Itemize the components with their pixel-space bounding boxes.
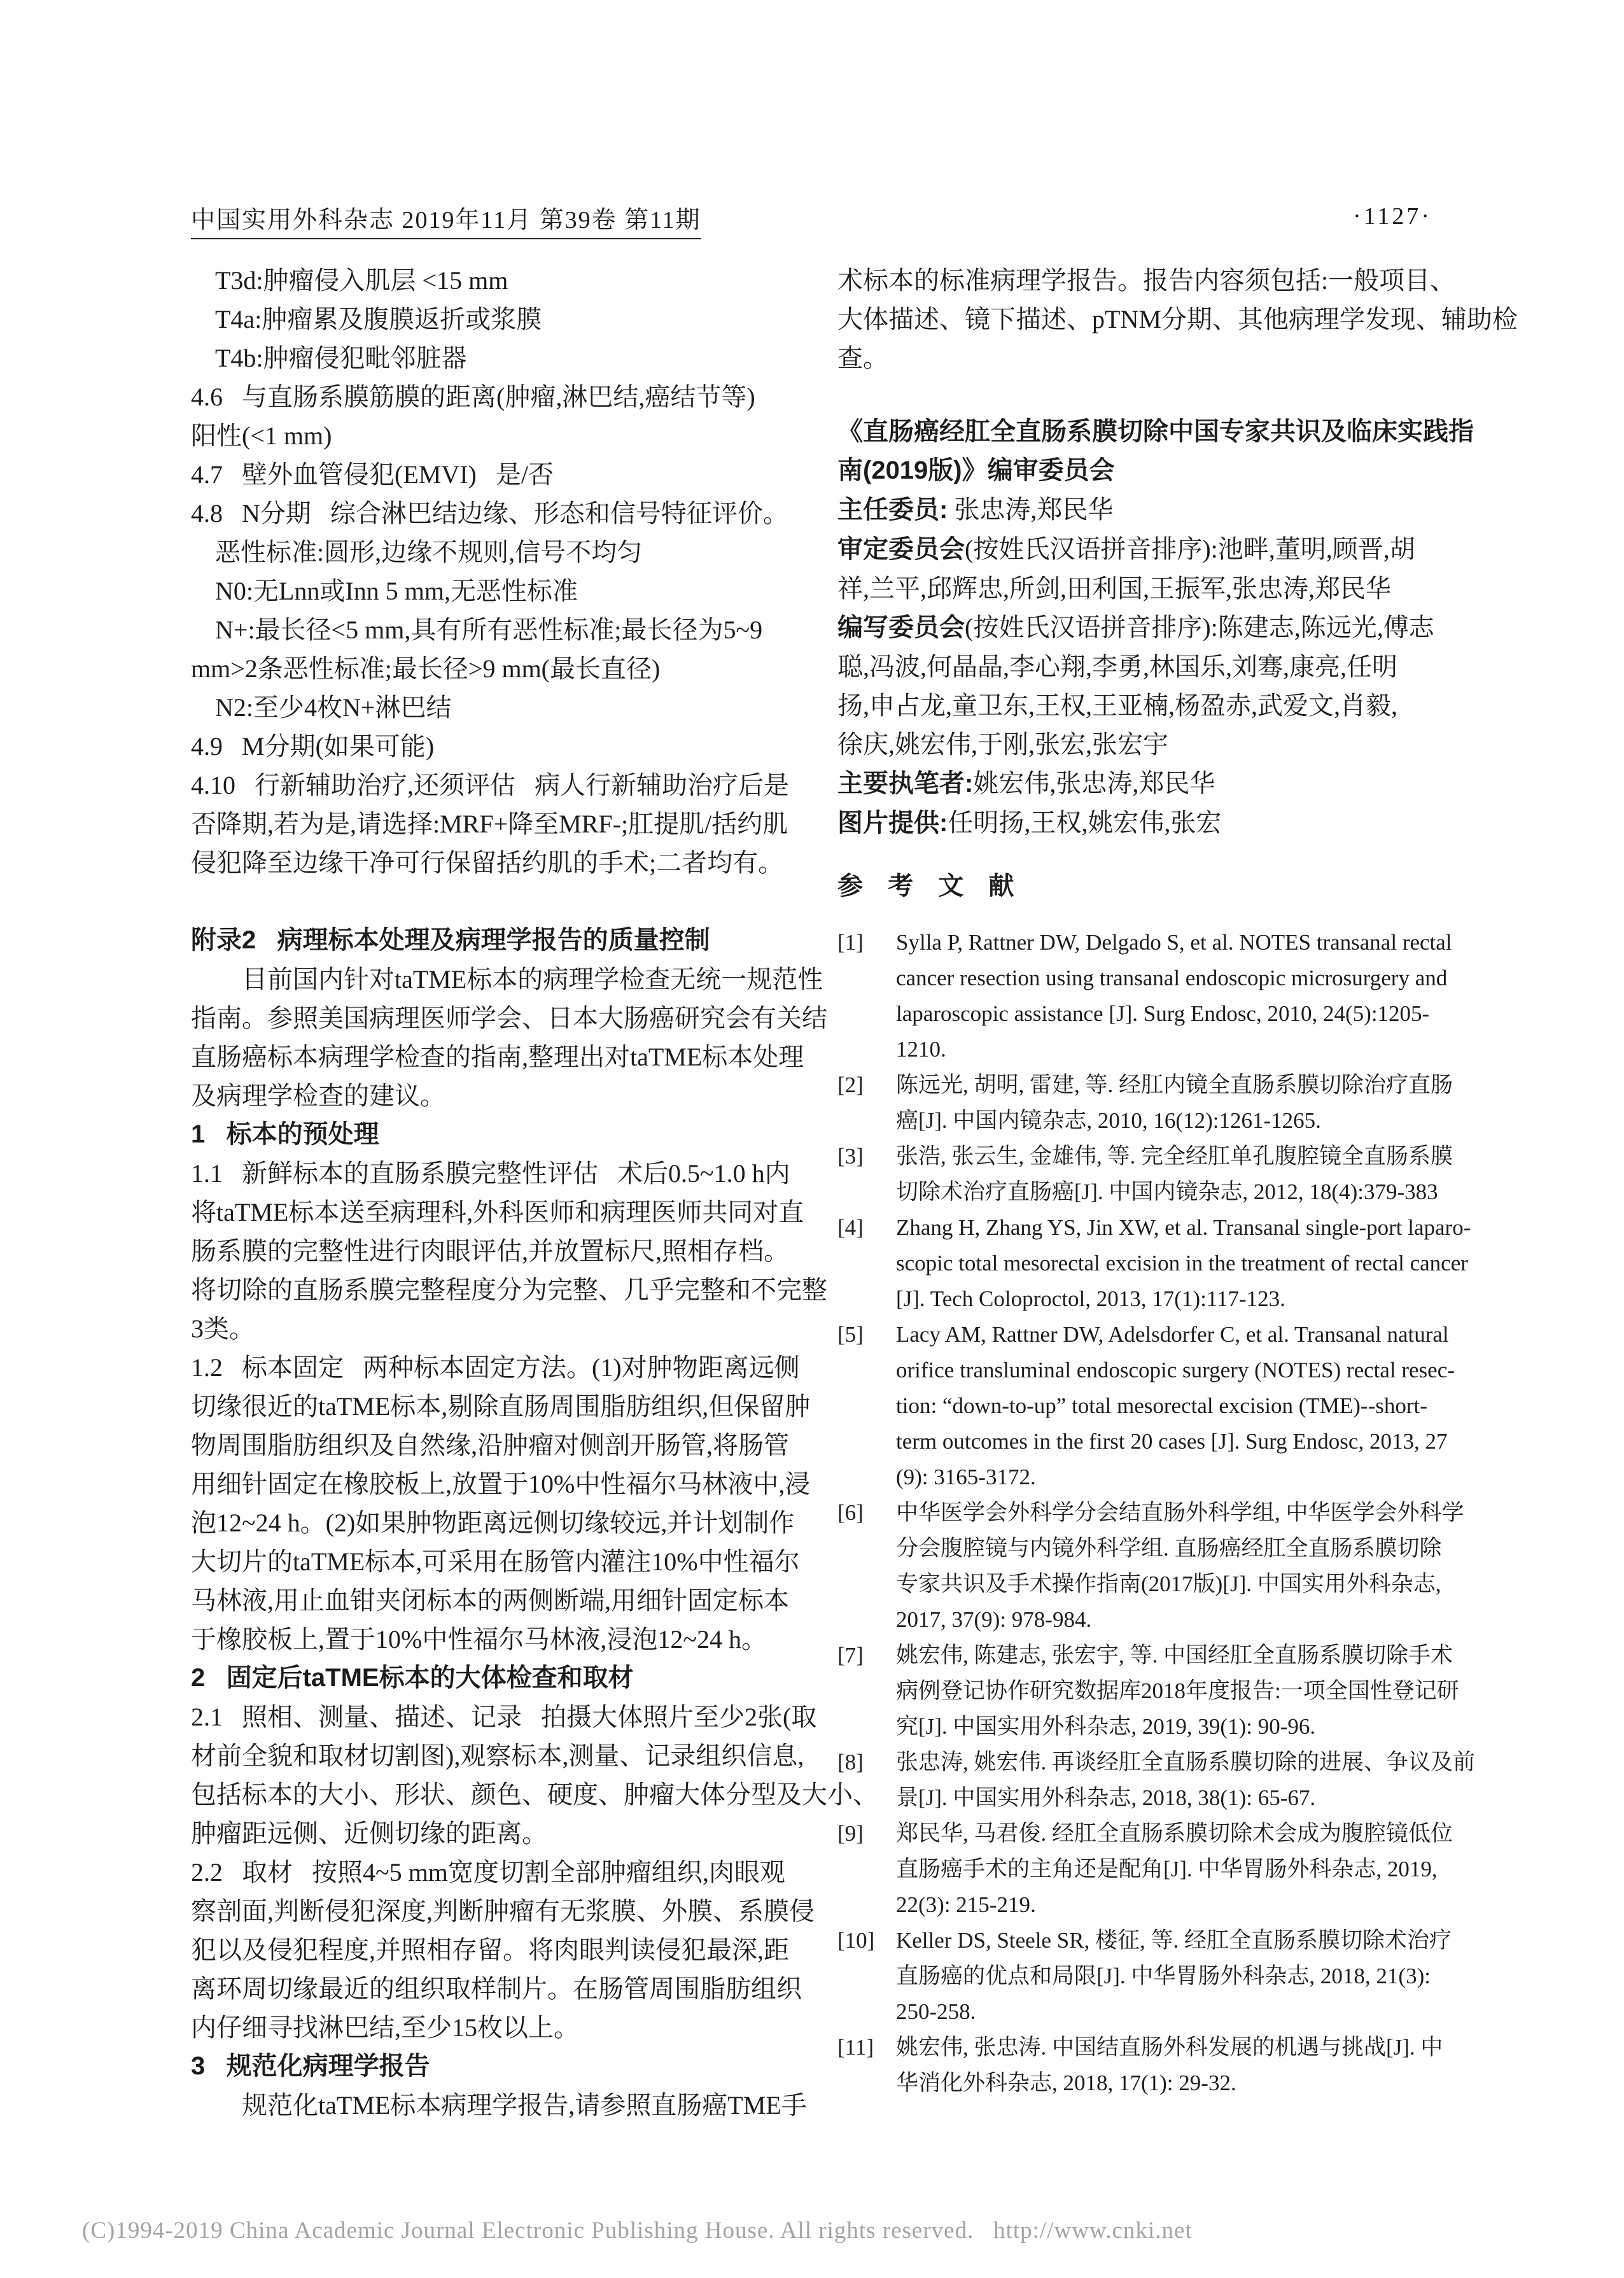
references-heading: 参 考 文 献 <box>837 872 1023 900</box>
reference-number: [1] <box>837 930 864 955</box>
reference-number: [4] <box>837 1215 864 1240</box>
reference-item <box>837 2030 1443 2101</box>
reference-line: 癌[J]. 中国内镜杂志, 2010, 16(12):1261-1265. <box>896 1108 1321 1133</box>
text-line: 直肠癌标本病理学检查的指南,整理出对taTME标本处理 <box>191 1043 804 1071</box>
committee-role-label: 主任委员: <box>837 496 948 524</box>
reference-line: 张浩, 张云生, 金雄伟, 等. 完全经肛单孔腹腔镜全直肠系膜 <box>896 1144 1453 1169</box>
committee-role-label: 图片提供: <box>837 809 948 837</box>
committee-line <box>837 803 1438 843</box>
text-line: 南(2019版)》编审委员会 <box>837 456 1115 484</box>
reference-line: 病例登记协作研究数据库2018年度报告:一项全国性登记研 <box>896 1678 1459 1703</box>
reference-body <box>896 1317 1455 1495</box>
text-line: 用细针固定在橡胶板上,放置于10%中性福尔马林液中,浸 <box>191 1470 811 1498</box>
reference-item <box>837 1745 1476 1816</box>
page-number: ·1127· <box>1353 203 1432 230</box>
committee-line <box>837 764 1438 803</box>
reference-line: Sylla P, Rattner DW, Delgado S, et al. NOTES transanal rectal <box>896 930 1452 955</box>
text-line: 将taTME标本送至病理科,外科医师和病理医师共同对直 <box>191 1198 804 1227</box>
reference-item <box>837 1923 1452 2030</box>
reference-line: 直肠癌手术的主角还是配角[J]. 中华胃肠外科杂志, 2019, <box>896 1857 1438 1881</box>
text-line: 侵犯降至边缘干净可行保留括约肌的手术;二者均有。 <box>191 848 784 877</box>
text-line: N0:无Lnn或Inn 5 mm,无恶性标准 <box>215 577 578 605</box>
text-line: 4.7 壁外血管侵犯(EMVI) 是/否 <box>191 460 554 489</box>
text-line: T4b:肿瘤侵犯毗邻脏器 <box>215 344 467 372</box>
text-line: 材前全貌和取材切割图),观察标本,测量、记录组织信息, <box>191 1741 804 1770</box>
reference-line: 22(3): 215-219. <box>896 1892 1036 1917</box>
text-line: 3类。 <box>191 1314 255 1343</box>
text-line: 切缘很近的taTME标本,剔除直肠周围脂肪组织,但保留肿 <box>191 1392 811 1421</box>
journal-title-header: 中国实用外科杂志 2019年11月 第39卷 第11期 <box>191 200 701 239</box>
reference-number: [5] <box>837 1322 864 1347</box>
committee-role-label: 主要执笔者: <box>837 770 974 798</box>
text-line: 3 规范化病理学报告 <box>191 2052 430 2080</box>
text-line: 阳性(<1 mm) <box>191 421 332 450</box>
reference-line: 张忠涛, 姚宏伟. 再谈经肛全直肠系膜切除的进展、争议及前 <box>896 1750 1476 1775</box>
reference-line: 直肠癌的优点和局限[J]. 中华胃肠外科杂志, 2018, 21(3): <box>896 1964 1431 1988</box>
reference-body <box>896 1923 1452 2030</box>
reference-item <box>837 1210 1471 1317</box>
text-line: 肿瘤距远侧、近侧切缘的距离。 <box>191 1819 547 1848</box>
text-line: N+:最长径<5 mm,具有所有恶性标准;最长径为5~9 <box>215 615 763 644</box>
text-line: 包括标本的大小、形状、颜色、硬度、肿瘤大体分型及大小、 <box>191 1780 878 1809</box>
reference-line: 姚宏伟, 张忠涛. 中国结直肠外科发展的机遇与挑战[J]. 中 <box>896 2035 1443 2060</box>
reference-number: [7] <box>837 1643 864 1668</box>
reference-line: 专家共识及手术操作指南(2017版)[J]. 中国实用外科杂志, <box>896 1571 1441 1596</box>
reference-body <box>896 925 1452 1067</box>
text-line: 附录2 病理标本处理及病理学报告的质量控制 <box>191 926 710 954</box>
reference-body <box>896 1816 1453 1923</box>
reference-line: 分会腹腔镜与内镜外科学组. 直肠癌经肛全直肠系膜切除 <box>896 1536 1442 1561</box>
text-line: T4a:肿瘤累及腹膜返折或浆膜 <box>215 305 542 334</box>
text-line: 术标本的标准病理学报告。报告内容须包括:一般项目、 <box>837 266 1456 295</box>
reference-number: [2] <box>837 1072 864 1097</box>
reference-body <box>896 1638 1459 1745</box>
reference-line: Lacy AM, Rattner DW, Adelsdorfer C, et al. Transanal natural <box>896 1322 1449 1347</box>
text-line: 否降期,若为是,请选择:MRF+降至MRF-;肛提肌/括约肌 <box>191 810 788 838</box>
reference-line: cancer resection using transanal endoscopic microsurgery and <box>896 966 1448 990</box>
text-line: 恶性标准:圆形,边缘不规则,信号不均匀 <box>215 538 643 566</box>
reference-line: 1210. <box>896 1037 946 1062</box>
committee-role-label: 编写委员会 <box>837 614 965 642</box>
reference-item <box>837 1495 1464 1638</box>
text-line: 大切片的taTME标本,可采用在肠管内灌注10%中性福尔 <box>191 1547 800 1576</box>
reference-line: 250-258. <box>896 1999 976 2024</box>
reference-line: laparoscopic assistance [J]. Surg Endosc, 2010, 24(5):1205- <box>896 1001 1430 1026</box>
reference-number: [3] <box>837 1144 864 1169</box>
committee-names: 姚宏伟,张忠涛,郑民华 <box>973 769 1215 798</box>
text-line: 将切除的直肠系膜完整程度分为完整、几乎完整和不完整 <box>191 1276 827 1304</box>
committee-names: 张忠涛,郑民华 <box>948 495 1114 524</box>
committee-line <box>837 530 1438 569</box>
reference-line: orifice transluminal endoscopic surgery (NOTES) rectal resec- <box>896 1358 1455 1382</box>
left-column <box>191 261 878 2125</box>
reference-line: 景[J]. 中国实用外科杂志, 2018, 38(1): 65-67. <box>896 1785 1316 1810</box>
text-line: 祥,兰平,邱辉忠,所剑,田利国,王振军,张忠涛,郑民华 <box>837 574 1391 603</box>
text-line: 马林液,用止血钳夹闭标本的两侧断端,用细针固定标本 <box>191 1586 789 1615</box>
text-line: 指南。参照美国病理医师学会、日本大肠癌研究会有关结 <box>191 1004 827 1032</box>
text-line: T3d:肿瘤侵入肌层 <15 mm <box>215 266 508 295</box>
reference-number: [6] <box>837 1500 864 1525</box>
page-footer <box>56 2190 1193 2272</box>
text-line: 肠系膜的完整性进行肉眼评估,并放置标尺,照相存档。 <box>191 1237 789 1265</box>
committee-line <box>837 608 1438 647</box>
committee-role-label: 审定委员会 <box>837 535 965 563</box>
reference-line: scopic total mesorectal excision in the treatment of rectal cancer <box>896 1251 1468 1276</box>
reference-body <box>896 1139 1453 1210</box>
reference-item <box>837 1816 1453 1923</box>
reference-line: term outcomes in the first 20 cases [J]. Surg Endosc, 2013, 27 <box>896 1429 1448 1454</box>
reference-line: 究[J]. 中国实用外科杂志, 2019, 39(1): 90-96. <box>896 1714 1316 1739</box>
text-line: 1.1 新鲜标本的直肠系膜完整性评估 术后0.5~1.0 h内 <box>191 1159 790 1188</box>
reference-line: 华消化外科杂志, 2018, 17(1): 29-32. <box>896 2071 1236 2095</box>
committee-line <box>837 490 1438 530</box>
committee-names: 任明扬,王权,姚宏伟,张宏 <box>948 808 1222 837</box>
reference-line: Keller DS, Steele SR, 楼征, 等. 经肛全直肠系膜切除术治疗 <box>896 1928 1452 1953</box>
text-line: 1.2 标本固定 两种标本固定方法。(1)对肿物距离远侧 <box>191 1353 800 1382</box>
reference-item <box>837 1638 1459 1745</box>
reference-item <box>837 925 1452 1067</box>
text-line: 目前国内针对taTME标本的病理学检查无统一规范性 <box>242 965 823 994</box>
text-line: 察剖面,判断侵犯深度,判断肿瘤有无浆膜、外膜、系膜侵 <box>191 1897 815 1925</box>
reference-body <box>896 1067 1453 1139</box>
text-line: 2.1 照相、测量、描述、记录 拍摄大体照片至少2张(取 <box>191 1703 817 1731</box>
reference-body <box>896 1745 1476 1816</box>
text-line: mm>2条恶性标准;最长径>9 mm(最长直径) <box>191 654 661 683</box>
text-line: 4.9 M分期(如果可能) <box>191 732 435 761</box>
text-line: 泡12~24 h。(2)如果肿物距离远侧切缘较远,并计划制作 <box>191 1508 795 1537</box>
reference-number: [9] <box>837 1821 864 1846</box>
text-line: 4.8 N分期 综合淋巴结边缘、形态和信号特征评价。 <box>191 499 788 528</box>
text-line: 离环周切缘最近的组织取样制片。在肠管周围脂肪组织 <box>191 1974 802 2003</box>
references-list <box>837 925 1476 2101</box>
text-line: 徐庆,姚宏伟,于刚,张宏,张宏宇 <box>837 730 1168 759</box>
reference-line: Zhang H, Zhang YS, Jin XW, et al. Transanal single-port laparo- <box>896 1215 1471 1240</box>
reference-line: 陈远光, 胡明, 雷建, 等. 经肛内镜全直肠系膜切除治疗直肠 <box>896 1072 1453 1097</box>
text-line: N2:至少4枚N+淋巴结 <box>215 693 452 722</box>
reference-number: [8] <box>837 1750 864 1775</box>
text-line: 2 固定后taTME标本的大体检查和取材 <box>191 1664 634 1692</box>
text-line: 大体描述、镜下描述、pTNM分期、其他病理学发现、辅助检 <box>837 305 1518 334</box>
text-line: 于橡胶板上,置于10%中性福尔马林液,浸泡12~24 h。 <box>191 1625 767 1654</box>
reference-line: (9): 3165-3172. <box>896 1465 1036 1489</box>
reference-number: [10] <box>837 1928 875 1953</box>
reference-line: 郑民华, 马君俊. 经肛全直肠系膜切除术会成为腹腔镜低位 <box>896 1821 1453 1846</box>
reference-item <box>837 1067 1453 1139</box>
text-line: 规范化taTME标本病理学报告,请参照直肠癌TME手 <box>242 2091 807 2120</box>
reference-line: [J]. Tech Coloproctol, 2013, 17(1):117-123. <box>896 1286 1285 1311</box>
reference-line: 姚宏伟, 陈建志, 张宏宇, 等. 中国经肛全直肠系膜切除手术 <box>896 1643 1453 1668</box>
right-column-text <box>837 261 1518 843</box>
reference-item <box>837 1317 1455 1495</box>
text-line: 内仔细寻找淋巴结,至少15枚以上。 <box>191 2013 579 2042</box>
text-line: 物周围脂肪组织及自然缘,沿肿瘤对侧剖开肠管,将肠管 <box>191 1431 789 1459</box>
text-line: 1 标本的预处理 <box>191 1120 379 1148</box>
reference-body <box>896 1495 1464 1638</box>
text-line: 查。 <box>837 344 888 372</box>
text-line: 《直肠癌经肛全直肠系膜切除中国专家共识及临床实践指 <box>837 418 1474 446</box>
reference-line: tion: “down-to-up” total mesorectal excision (TME)--short- <box>896 1393 1427 1418</box>
text-line: 4.10 行新辅助治疗,还须评估 病人行新辅助治疗后是 <box>191 771 789 799</box>
text-line: 扬,申占龙,童卫东,王权,王亚楠,杨盈赤,武爱文,肖毅, <box>837 691 1397 720</box>
reference-body <box>896 1210 1471 1317</box>
text-line: 2.2 取材 按照4~5 mm宽度切割全部肿瘤组织,肉眼观 <box>191 1858 785 1887</box>
right-column <box>837 261 1518 2101</box>
text-line: 犯以及侵犯程度,并照相存留。将肉眼判读侵犯最深,距 <box>191 1936 789 1964</box>
committee-names: (按姓氏汉语拼音排序):池畔,董明,顾晋,胡 <box>965 535 1415 563</box>
reference-body <box>896 2030 1443 2101</box>
text-line: 聪,冯波,何晶晶,李心翔,李勇,林国乐,刘骞,康亮,任明 <box>837 652 1397 681</box>
reference-line: 2017, 37(9): 978-984. <box>896 1607 1092 1632</box>
copyright-text: (C)1994-2019 China Academic Journal Electronic Publishing House. All rights reserved. http://www.cnki.net <box>82 2218 1193 2244</box>
text-line: 及病理学检查的建议。 <box>191 1081 445 1110</box>
reference-line: 中华医学会外科学分会结直肠外科学组, 中华医学会外科学 <box>896 1500 1464 1525</box>
text-line: 4.6 与直肠系膜筋膜的距离(肿瘤,淋巴结,癌结节等) <box>191 383 755 411</box>
reference-line: 切除术治疗直肠癌[J]. 中国内镜杂志, 2012, 18(4):379-383 <box>896 1179 1438 1204</box>
committee-names: (按姓氏汉语拼音排序):陈建志,陈远光,傅志 <box>965 613 1434 642</box>
reference-number: [11] <box>837 2035 874 2060</box>
reference-item <box>837 1139 1453 1210</box>
